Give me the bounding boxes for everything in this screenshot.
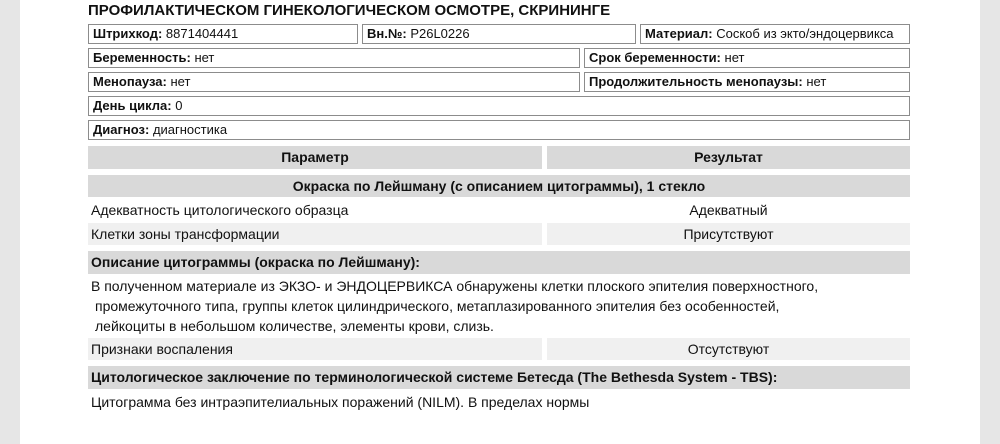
menopause-duration-label: Продолжительность менопаузы: [589, 74, 803, 89]
table-row-param: Клетки зоны трансформации [88, 223, 542, 245]
description-line: промежуточного типа, группы клеток цилиндрического, метаплазированного эпителия без особенностей, [95, 298, 780, 314]
menopause-field [88, 72, 580, 92]
report-title: ПРОФИЛАКТИЧЕСКОМ ГИНЕКОЛОГИЧЕСКОМ ОСМОТРЕ, СКРИНИНГЕ [88, 2, 611, 19]
pregnancy-field [88, 48, 580, 68]
pregnancy-term-label: Срок беременности: [589, 50, 721, 65]
stain-section-header: Окраска по Лейшману (с описанием цитограммы), 1 стекло [88, 175, 910, 197]
report-sheet [20, 0, 980, 444]
menopause-label: Менопауза: [93, 74, 167, 89]
column-header-parameter: Параметр [88, 146, 542, 169]
material-field [640, 24, 910, 44]
material-value: Соскоб из экто/эндоцервикса [716, 26, 894, 41]
description-line: лейкоциты в небольшом количестве, элементы крови, слизь. [95, 318, 494, 334]
diagnosis-label: Диагноз: [93, 122, 150, 137]
description-line: В полученном материале из ЭКЗО- и ЭНДОЦЕРВИКСА обнаружены клетки плоского эпителия поверхностного, [91, 278, 819, 294]
cycle-day-value: 0 [175, 98, 183, 113]
pregnancy-term-value: нет [724, 50, 745, 65]
menopause-value: нет [170, 74, 191, 89]
inflammation-param: Признаки воспаления [88, 338, 542, 360]
pregnancy-label: Беременность: [93, 50, 191, 65]
table-row-param: Адекватность цитологического образца [91, 202, 349, 218]
internal-number-value: P26L0226 [410, 26, 470, 41]
pregnancy-term-field [584, 48, 910, 68]
barcode-field [88, 24, 358, 44]
internal-number-label: Вн.№: [367, 26, 407, 41]
menopause-duration-field [584, 72, 910, 92]
cycle-day-label: День цикла: [93, 98, 172, 113]
pregnancy-value: нет [194, 50, 215, 65]
conclusion-section-header: Цитологическое заключение по терминологической системе Бетесда (The Bethesda System - TBS): [88, 366, 910, 389]
menopause-duration-value: нет [806, 74, 827, 89]
conclusion-text: Цитограмма без интраэпителиальных поражений (NILM). В пределах нормы [91, 394, 590, 410]
description-section-header: Описание цитограммы (окраска по Лейшману): [88, 251, 910, 274]
cytogram-description [88, 276, 918, 338]
column-header-result: Результат [547, 146, 910, 169]
material-label: Материал: [645, 26, 713, 41]
barcode-value: 8871404441 [165, 26, 239, 41]
diagnosis-value: диагностика [152, 122, 228, 137]
inflammation-result: Отсутствуют [547, 338, 910, 360]
table-row-result: Адекватный [689, 202, 768, 218]
cycle-day-field [88, 96, 910, 116]
table-row-result: Присутствуют [547, 223, 910, 245]
barcode-label: Штрихкод: [93, 26, 163, 41]
diagnosis-field [88, 120, 910, 140]
internal-number-field [362, 24, 636, 44]
